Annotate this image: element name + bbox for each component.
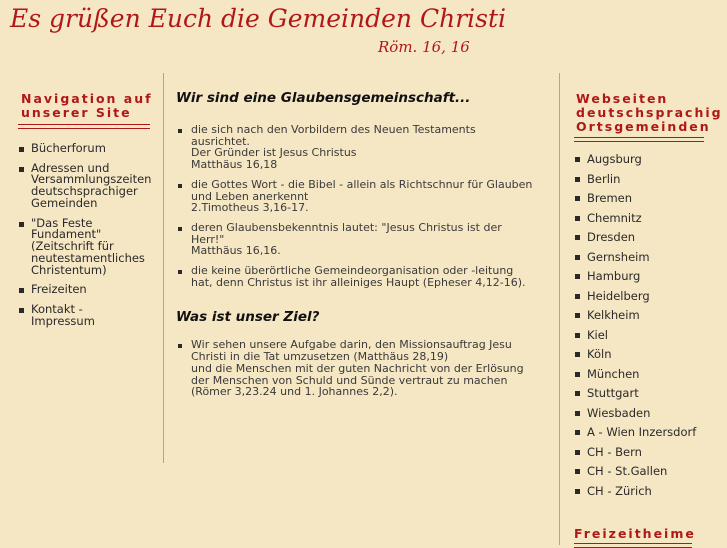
main-content (176, 90, 546, 406)
congregations-list (574, 153, 727, 498)
congregation-link[interactable]: Chemnitz (574, 212, 727, 225)
site-navigation-heading (18, 92, 158, 120)
list-item-text: und die Menschen mit der guten Nachricht von der Erlösung (191, 361, 524, 375)
list-item-text: Herr!" (191, 232, 225, 246)
section-heading-glaubensgemeinschaft: Wir sind eine Glaubensgemeinschaft... (176, 90, 471, 106)
congregation-link[interactable]: Heidelberg (574, 290, 727, 303)
freizeitheime-heading: Freizeitheime (574, 526, 696, 541)
belief-list (176, 124, 546, 288)
heading-rule (574, 543, 692, 548)
congregation-link[interactable]: Hamburg (574, 270, 727, 283)
section-heading-ziel: Was ist unser Ziel? (176, 309, 320, 326)
list-item (176, 179, 546, 214)
list-item (176, 124, 546, 171)
nav-link-text[interactable]: Kontakt - (31, 301, 83, 316)
nav-link-buecherforum[interactable] (18, 143, 158, 155)
nav-link-text[interactable]: Bücherforum (31, 141, 106, 155)
list-item-text: die sich nach den Vorbildern des Neuen Testaments (191, 123, 476, 136)
nav-link-text[interactable]: Versammlungszeiten (31, 172, 152, 187)
congregation-link[interactable]: Gernsheim (574, 251, 727, 264)
congregation-link[interactable]: A - Wien Inzersdorf (574, 426, 727, 439)
congregation-link[interactable]: München (574, 368, 727, 381)
list-item-text: deren Glaubensbekenntnis lautet: "Jesus Christus ist der (191, 220, 502, 234)
congregation-link[interactable]: Köln (574, 348, 727, 361)
list-item-text: die keine überörtliche Gemeindeorganisation oder -leitung (191, 264, 514, 278)
list-item-text: die Gottes Wort - die Bibel - allein als Richtschnur für Glauben (191, 177, 533, 191)
left-column-divider (163, 73, 164, 463)
list-item-text: Matthäus 16,18 (191, 158, 278, 172)
list-item (176, 265, 546, 288)
congregation-link[interactable]: Wiesbaden (574, 407, 727, 420)
nav-link-freizeiten[interactable] (18, 284, 158, 296)
site-navigation-list (18, 143, 158, 328)
congregation-link[interactable]: Kiel (574, 329, 727, 342)
heading-line: Webseiten (576, 91, 669, 106)
nav-link-text[interactable]: deutschsprachiger (31, 184, 138, 199)
nav-link-adressen[interactable] (18, 160, 158, 210)
congregation-link[interactable]: Augsburg (574, 153, 727, 166)
list-item-text: Wir sehen unsere Aufgabe darin, den Missionsauftrag Jesu (191, 338, 512, 352)
goal-list (176, 339, 546, 398)
list-item (176, 339, 546, 398)
congregation-link[interactable]: Dresden (574, 231, 727, 244)
heading-rule (18, 124, 150, 129)
congregation-link[interactable]: CH - Zürich (574, 485, 727, 498)
congregation-link[interactable]: Berlin (574, 173, 727, 186)
list-item-text: Christi in die Tat umzusetzen (Matthäus 28,19) (191, 350, 449, 364)
list-item-text: 2.Timotheus 3,16-17. (191, 201, 309, 215)
list-item (176, 222, 546, 257)
list-item-text: der Menschen von Schuld und Sünde vertraut zu machen (191, 373, 508, 387)
congregation-link[interactable]: CH - Bern (574, 446, 727, 459)
congregation-link[interactable]: CH - St.Gallen (574, 465, 727, 478)
nav-link-text[interactable]: Christentum) (31, 262, 107, 277)
heading-line: Navigation auf (21, 91, 153, 106)
heading-line: Ortsgemeinden (576, 119, 711, 134)
nav-link-text[interactable]: Gemeinden (31, 195, 98, 210)
heading-line: unserer Site (21, 105, 132, 120)
congregations-heading (574, 92, 727, 134)
bible-reference: Röm. 16, 16 (378, 38, 470, 56)
nav-link-text[interactable]: (Zeitschrift für (31, 239, 114, 254)
nav-link-text[interactable]: Fundament" (31, 227, 102, 242)
list-item-text: Matthäus 16,16. (191, 244, 281, 258)
nav-link-text[interactable]: Impressum (31, 313, 95, 328)
congregation-link[interactable]: Bremen (574, 192, 727, 205)
nav-link-text[interactable]: neutestamentliches (31, 250, 145, 265)
heading-rule (574, 137, 704, 142)
nav-link-text[interactable]: Adressen und (31, 160, 110, 175)
list-item-text: ausrichtet. (191, 134, 250, 148)
page-title: Es grüßen Euch die Gemeinden Christi (10, 4, 507, 33)
congregation-link[interactable]: Stuttgart (574, 387, 727, 400)
nav-link-das-feste-fundament[interactable] (18, 215, 158, 277)
congregations-navigation (574, 92, 727, 504)
list-item-text: und Leben anerkennt (191, 189, 309, 203)
list-item-text: Der Gründer ist Jesus Christus (191, 146, 357, 160)
site-navigation (18, 92, 158, 335)
list-item-text: hat, denn Christus ist ihr alleiniges Haupt (Epheser 4,12-16). (191, 275, 526, 289)
nav-link-kontakt[interactable] (18, 301, 158, 328)
congregation-link[interactable]: Kelkheim (574, 309, 727, 322)
nav-link-text[interactable]: "Das Feste (31, 215, 93, 230)
list-item-text: (Römer 3,23.24 und 1. Johannes 2,2). (191, 385, 398, 399)
nav-link-text[interactable]: Freizeiten (31, 282, 87, 297)
heading-line: deutschsprachig (576, 105, 723, 120)
right-column-divider (559, 73, 560, 545)
